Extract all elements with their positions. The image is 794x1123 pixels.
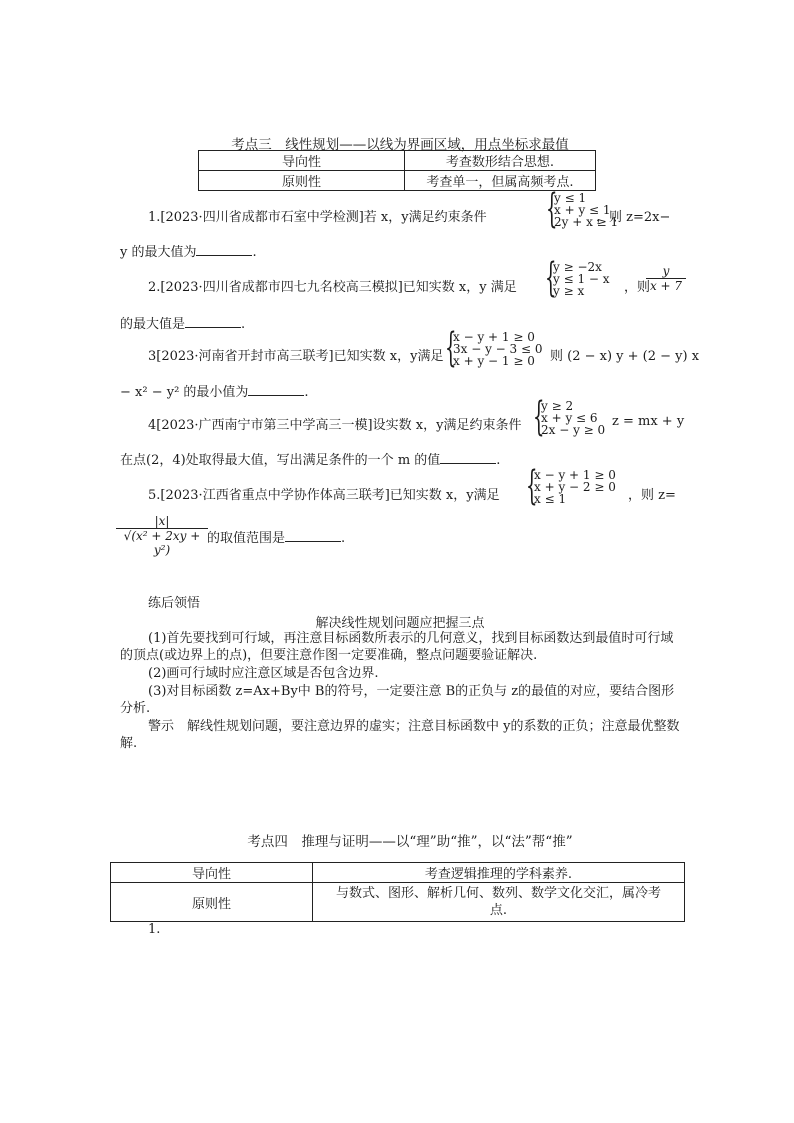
section3-table — [198, 150, 596, 191]
table-row — [111, 863, 685, 883]
table-row — [111, 883, 685, 922]
problem-1-question: y 的最大值为 — [120, 245, 197, 260]
fraction-numerator: |x| — [116, 514, 208, 529]
brace: { — [445, 325, 457, 371]
fraction-numerator: y — [646, 264, 686, 279]
problem-2-question: 的最大值是 — [120, 317, 186, 332]
problem-3-mid: 则 (2 − x) y + (2 − y) x — [550, 349, 700, 364]
problem-5-mid: ，则 z= — [628, 488, 676, 503]
constraint: x + y ≤ 1 — [554, 203, 611, 217]
problem-2-mid: ，则 — [624, 280, 651, 295]
constraint: 3x − y − 3 ≤ 0 — [453, 342, 543, 356]
problem-3-system — [453, 331, 543, 367]
problem-4-system — [541, 400, 605, 436]
review-point-1: (1)首先要找到可行域，再注意目标函数所表示的几何意义，找到目标函数达到最值时可行域的顶点(或边界上的点)，但要注意作图一定要准确，整点问题要验证解决. — [120, 631, 674, 663]
table-label: 导向性 — [111, 863, 313, 883]
problem-1-prefix: 1.[2023·四川省成都市石室中学检测]若 x，y满足约束条件 — [148, 210, 487, 225]
review-heading: 练后领悟 — [148, 596, 201, 611]
constraint: y ≥ 2 — [541, 399, 574, 413]
constraint: 2y + x ≥ 1 — [554, 215, 619, 229]
problem-5-system — [534, 469, 616, 505]
brace: { — [546, 186, 558, 232]
constraint: y ≤ 1 — [554, 191, 587, 205]
constraint: y ≤ 1 − x — [553, 272, 610, 286]
table-label: 原则性 — [111, 883, 313, 922]
section4-item-1: 1. — [148, 922, 161, 937]
table-row — [199, 151, 596, 171]
answer-blank[interactable] — [440, 451, 496, 464]
problem-2-prefix: 2.[2023·四川省成都市四七九名校高三模拟]已知实数 x，y 满足 — [148, 280, 517, 295]
review-point-3: (3)对目标函数 z=Ax+By中 B的符号，一定要注意 B的正负与 z的最值的对应，要结合图形分析. — [120, 684, 675, 716]
table-label: 原则性 — [199, 171, 405, 191]
problem-1-line2: y 的最大值为 . — [120, 245, 257, 260]
answer-blank[interactable] — [248, 383, 304, 396]
constraint: x − y + 1 ≥ 0 — [453, 330, 535, 344]
brace: { — [545, 255, 557, 301]
problem-4-line2: 在点(2，4)处取得最大值，写出满足条件的一个 m 的值 . — [120, 453, 501, 468]
brace: { — [533, 394, 545, 440]
constraint: y ≥ −2x — [553, 260, 602, 274]
answer-blank[interactable] — [185, 315, 241, 328]
review-subtitle: 解决线性规划问题应把握三点 — [315, 616, 485, 631]
table-value: 与数式、图形、解析几何、数列、数学文化交汇，属冷考点. — [313, 883, 685, 922]
problem-1-mid: ，则 z=2x− — [596, 210, 671, 225]
problem-5-line2: 的取值范围是 . — [207, 531, 346, 546]
fraction-denominator: √(x² + 2xy + y²) — [123, 529, 201, 557]
answer-blank[interactable] — [196, 243, 252, 256]
fraction-denominator: x + 7 — [649, 279, 683, 293]
table-value: 考查单一，但属高频考点. — [405, 171, 596, 191]
review-warning: 警示 解线性规划问题，要注意边界的虚实；注意目标函数中 y的系数的正负；注意最优整数解. — [120, 719, 680, 751]
answer-blank[interactable] — [285, 529, 341, 542]
problem-2-fraction — [646, 264, 686, 293]
constraint: x + y ≤ 6 — [541, 411, 598, 425]
table-label: 导向性 — [199, 151, 405, 171]
brace: { — [526, 463, 538, 509]
constraint: 2x − y ≥ 0 — [541, 423, 606, 437]
problem-3-prefix: 3[2023·河南省开封市高三联考]已知实数 x，y满足 — [148, 349, 444, 364]
section3-title: 考点三 线性规划——以线为界画区域，用点坐标求最值 — [231, 137, 569, 153]
problem-5-fraction — [116, 514, 208, 557]
section4-table — [110, 862, 685, 922]
table-value: 考查数形结合思想. — [405, 151, 596, 171]
constraint: x ≤ 1 — [534, 492, 567, 506]
table-row — [199, 171, 596, 191]
section4-title: 考点四 推理与证明——以“理”助“推”，以“法”帮“推” — [247, 834, 573, 850]
constraint: x + y − 1 ≥ 0 — [453, 354, 535, 368]
problem-5-prefix: 5.[2023·江西省重点中学协作体高三联考]已知实数 x，y满足 — [148, 488, 500, 503]
constraint: y ≥ x — [553, 284, 585, 298]
problem-2-system — [553, 261, 610, 297]
problem-4-question: 在点(2，4)处取得最大值，写出满足条件的一个 m 的值 — [120, 453, 441, 468]
problem-4-mid: z = mx + y — [612, 414, 685, 429]
constraint: x − y + 1 ≥ 0 — [534, 468, 616, 482]
problem-3-question: − x² − y² 的最小值为 — [120, 385, 249, 400]
problem-5-question: 的取值范围是 — [207, 531, 286, 546]
table-value: 考查逻辑推理的学科素养. — [313, 863, 685, 883]
problem-2-line2: 的最大值是 . — [120, 317, 246, 332]
problem-4-prefix: 4[2023·广西南宁市第三中学高三一模]设实数 x，y满足约束条件 — [148, 418, 522, 433]
review-point-2: (2)画可行域时应注意区域是否包含边界. — [148, 666, 379, 681]
constraint: x + y − 2 ≥ 0 — [534, 480, 616, 494]
problem-3-line2: − x² − y² 的最小值为 . — [120, 385, 309, 400]
